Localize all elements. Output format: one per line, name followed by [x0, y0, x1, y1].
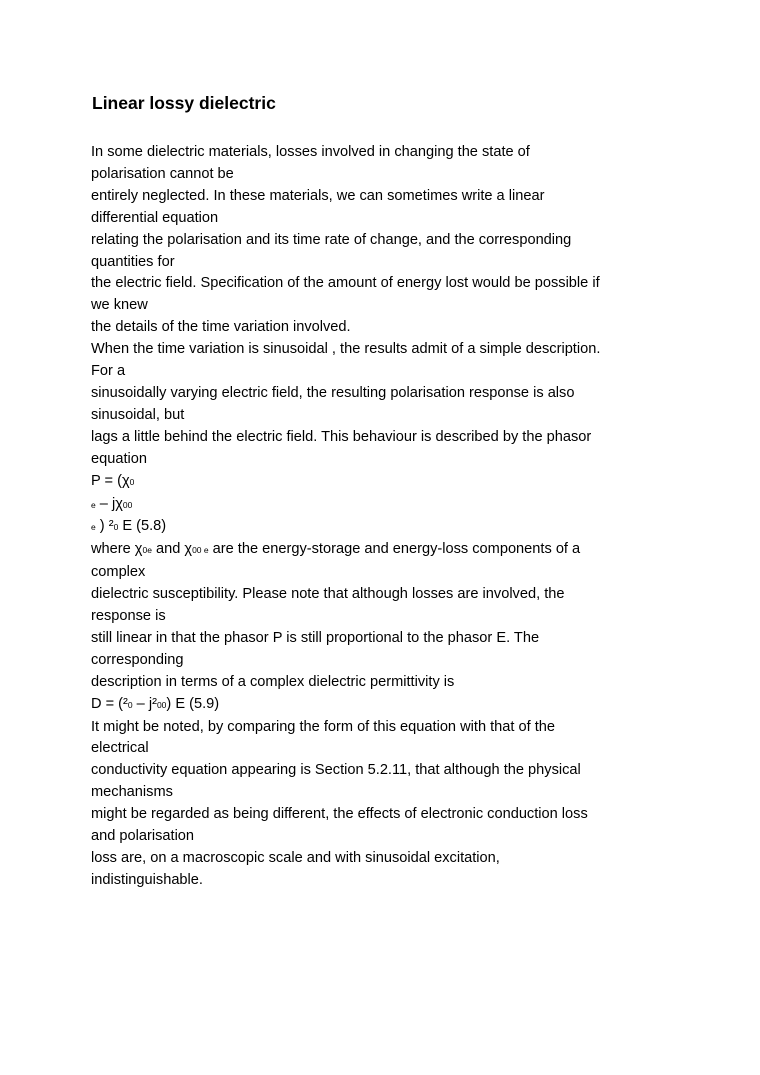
- text-line: quantities for: [91, 253, 175, 270]
- text-line: sinusoidal, but: [91, 406, 185, 423]
- text-line: In some dielectric materials, losses involved in changing the state of: [91, 144, 530, 160]
- text-line: electrical: [91, 740, 149, 757]
- text-line: corresponding: [91, 651, 184, 668]
- text-line: equation: [91, 450, 147, 467]
- where-line: [91, 539, 691, 562]
- equation-subscript: 0: [113, 522, 119, 533]
- equation-subscript: 00: [156, 699, 167, 710]
- equation-label: E (5.8): [118, 518, 167, 535]
- text-line: and polarisation: [91, 828, 195, 845]
- equation-subscript: 00: [122, 499, 133, 510]
- text-line: polarisation cannot be: [91, 165, 234, 182]
- equation-label: ) E (5.9): [166, 695, 220, 712]
- where-text: where χ: [91, 541, 143, 558]
- text-line: entirely neglected. In these materials, we can sometimes write a linear: [91, 187, 545, 204]
- where-text: and χ: [151, 541, 193, 558]
- equation-text: P = (χ: [91, 472, 130, 489]
- where-text: are the energy-storage and energy-loss components of a: [208, 541, 581, 558]
- text-line: we knew: [91, 297, 148, 314]
- text-line: complex: [91, 564, 146, 581]
- text-line: relating the polarisation and its time rate of change, and the corresponding: [91, 231, 572, 248]
- equation-text: – jχ: [95, 495, 123, 512]
- text-line: For a: [91, 363, 126, 380]
- text-line: the electric field. Specification of the amount of energy lost would be possible if: [91, 275, 600, 292]
- where-subscript: 0e: [142, 545, 152, 556]
- body-text: [91, 142, 691, 892]
- equation-text: ) ²: [95, 518, 114, 535]
- text-line: loss are, on a macroscopic scale and with sinusoidal excitation,: [91, 850, 500, 866]
- text-line: conductivity equation appearing is Section 5.2.11, that although the physical: [91, 762, 581, 779]
- text-line: lags a little behind the electric field. This behaviour is described by the phasor: [91, 428, 592, 445]
- text-line: still linear in that the phasor P is still proportional to the phasor E. The: [91, 629, 540, 646]
- text-line: indistinguishable.: [91, 871, 203, 888]
- equation-5-9: [91, 694, 691, 717]
- equation-5-8-line-3: [91, 516, 691, 539]
- equation-subscript: 0: [127, 699, 133, 710]
- where-subscript: 00 e: [192, 545, 209, 556]
- text-line: dielectric susceptibility. Please note that although losses are involved, the: [91, 586, 565, 603]
- text-line: When the time variation is sinusoidal , the results admit of a simple description.: [91, 341, 601, 358]
- text-line: mechanisms: [91, 784, 173, 801]
- equation-5-8-line-2: [91, 494, 691, 517]
- text-line: sinusoidally varying electric field, the resulting polarisation response is also: [91, 384, 575, 401]
- text-line: the details of the time variation involved.: [91, 319, 351, 336]
- equation-subscript: 0: [129, 476, 135, 487]
- equation-5-8-line-1: [91, 471, 691, 494]
- text-line: It might be noted, by comparing the form of this equation with that of the: [91, 718, 556, 735]
- equation-text: D = (²: [91, 695, 128, 712]
- text-line: might be regarded as being different, the effects of electronic conduction loss: [91, 806, 588, 823]
- equation-text: – j²: [132, 695, 157, 712]
- equation-subscript: e: [91, 522, 96, 533]
- section-title: Linear lossy dielectric: [92, 93, 276, 113]
- text-line: response is: [91, 608, 166, 625]
- equation-subscript: e: [91, 499, 96, 510]
- text-line: differential equation: [91, 209, 219, 226]
- text-line: description in terms of a complex dielectric permittivity is: [91, 673, 455, 690]
